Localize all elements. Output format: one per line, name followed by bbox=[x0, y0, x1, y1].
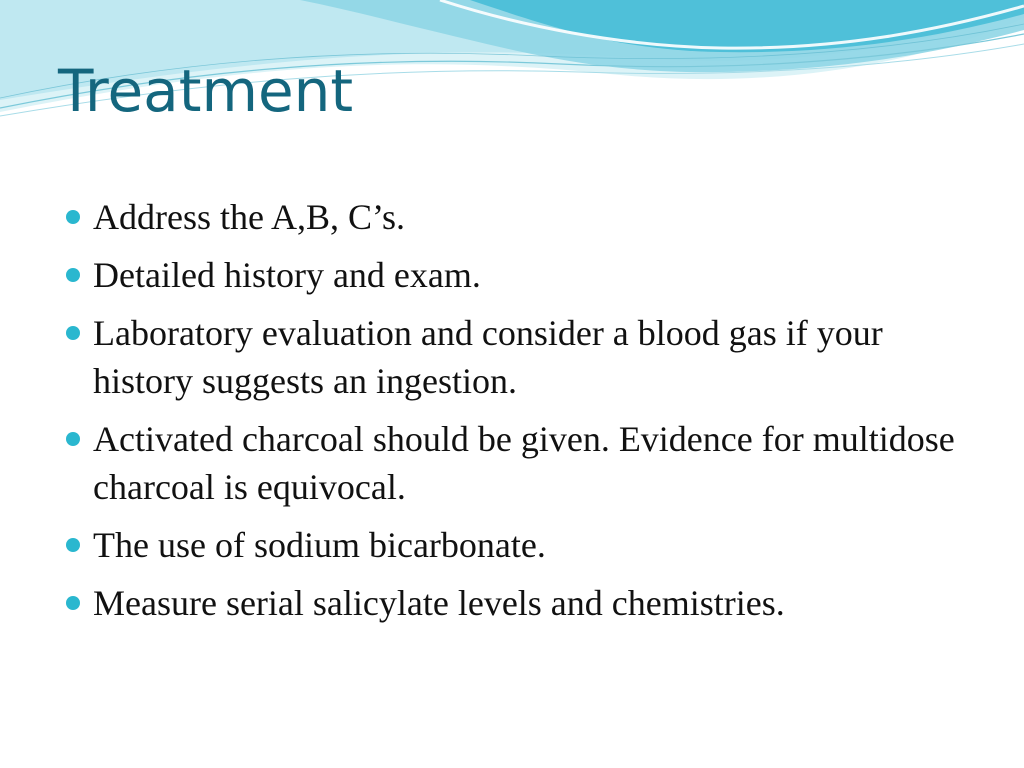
bullet-item bbox=[62, 309, 962, 405]
bullet-text: Laboratory evaluation and consider a blood gas if your history suggests an ingestion. bbox=[93, 313, 883, 401]
bullet-dot-icon bbox=[66, 326, 80, 340]
bullet-dot-icon bbox=[66, 210, 80, 224]
bullet-item bbox=[62, 193, 962, 241]
bullet-text: Measure serial salicylate levels and chemistries. bbox=[93, 583, 785, 623]
bullet-list bbox=[62, 193, 962, 637]
bullet-item bbox=[62, 521, 962, 569]
bullet-text: Activated charcoal should be given. Evidence for multidose charcoal is equivocal. bbox=[93, 419, 955, 507]
bullet-dot-icon bbox=[66, 432, 80, 446]
bullet-text: Detailed history and exam. bbox=[93, 255, 481, 295]
bullet-dot-icon bbox=[66, 596, 80, 610]
bullet-dot-icon bbox=[66, 268, 80, 282]
bullet-text: The use of sodium bicarbonate. bbox=[93, 525, 546, 565]
slide-title: Treatment bbox=[58, 57, 354, 125]
bullet-item bbox=[62, 251, 962, 299]
bullet-item bbox=[62, 415, 962, 511]
bullet-text: Address the A,B, C’s. bbox=[93, 197, 406, 237]
bullet-item bbox=[62, 579, 962, 627]
bullet-dot-icon bbox=[66, 538, 80, 552]
